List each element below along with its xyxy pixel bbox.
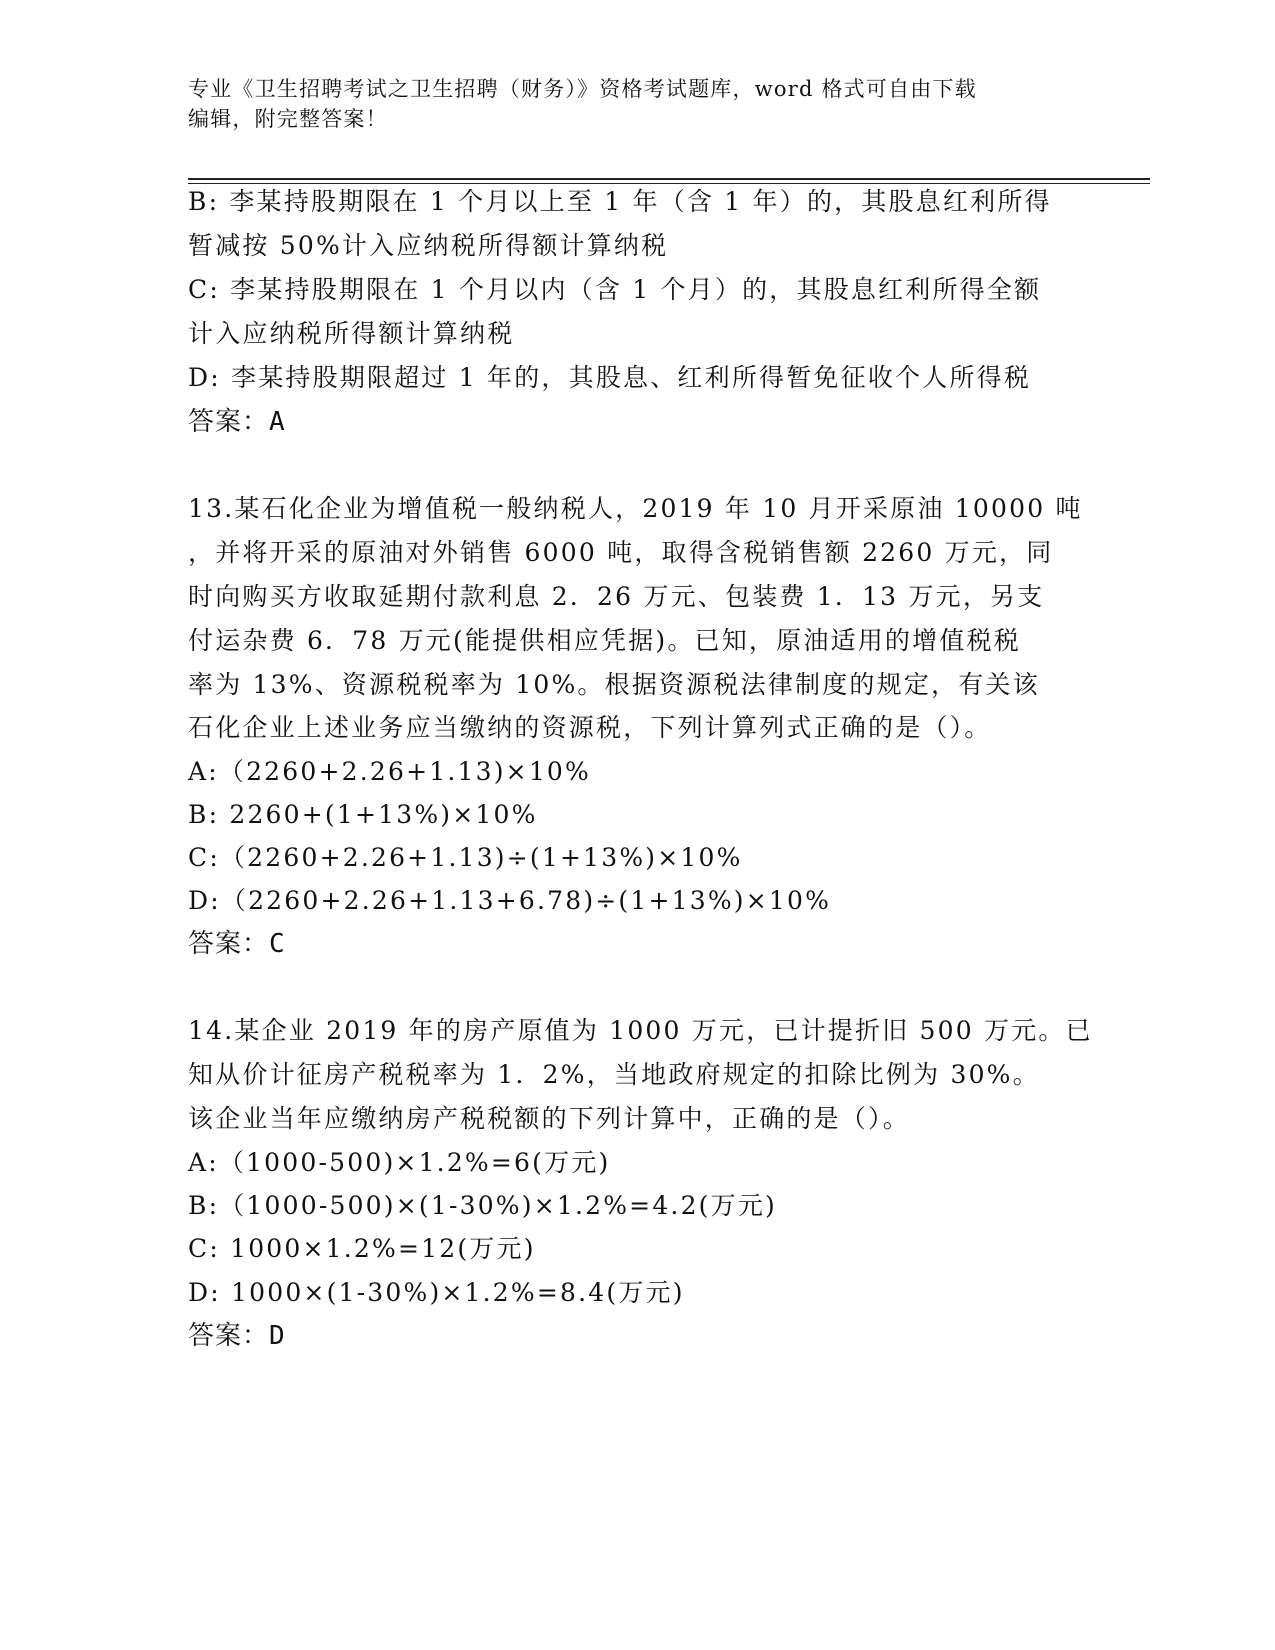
q13-answer: 答案：C (188, 929, 286, 959)
q12-option-c-line-2: 计入应纳税所得额计算纳税 (188, 319, 515, 348)
q13-option-b: B: 2260+(1+13%)×10% (188, 800, 538, 829)
q13-option-a: A:（2260+2.26+1.13)×10% (188, 757, 591, 786)
q12-option-b-line-2: 暂减按 50%计入应纳税所得额计算纳税 (188, 231, 669, 260)
q13-stem-line-3: 时向购买方收取延期付款利息 2．26 万元、包装费 1．13 万元，另支 (188, 582, 1045, 611)
q14-stem-line-3: 该企业当年应缴纳房产税税额的下列计算中，正确的是（）。 (188, 1104, 910, 1133)
q13-stem-line-1: 13.某石化企业为增值税一般纳税人，2019 年 10 月开采原油 10000 吨 (188, 494, 1083, 523)
q12-option-d: D: 李某持股期限超过 1 年的，其股息、红利所得暂免征收个人所得税 (188, 363, 1032, 392)
q13-stem-line-4: 付运杂费 6．78 万元(能提供相应凭据)。已知，原油适用的增值税税 (188, 626, 1021, 655)
q13-option-c: C:（2260+2.26+1.13)÷(1+13%)×10% (188, 843, 743, 872)
q14-option-b: B:（1000-500)×(1-30%)×1.2%=4.2(万元) (188, 1191, 777, 1220)
q12-answer: 答案：A (188, 407, 286, 437)
q14-answer: 答案：D (188, 1321, 286, 1351)
header-divider-thick (188, 178, 1150, 180)
document-header (188, 74, 1068, 134)
q14-option-a: A:（1000-500)×1.2%=6(万元) (188, 1148, 611, 1177)
header-divider-thin (188, 183, 1150, 184)
q12-option-c-line-1: C: 李某持股期限在 1 个月以内（含 1 个月）的，其股息红利所得全额 (188, 275, 1042, 304)
q14-option-d: D: 1000×(1-30%)×1.2%=8.4(万元) (188, 1278, 685, 1307)
q14-stem-line-2: 知从价计征房产税税率为 1．2%，当地政府规定的扣除比例为 30%。 (188, 1060, 1040, 1089)
q14-option-c: C: 1000×1.2%=12(万元) (188, 1234, 536, 1263)
header-line-2: 编辑，附完整答案！ (188, 107, 388, 131)
header-line-1: 专业《卫生招聘考试之卫生招聘（财务）》资格考试题库，word 格式可自由下载 (188, 77, 977, 101)
q13-stem-line-6: 石化企业上述业务应当缴纳的资源税，下列计算列式正确的是（）。 (188, 713, 992, 742)
q14-stem-line-1: 14.某企业 2019 年的房产原值为 1000 万元，已计提折旧 500 万元。已 (188, 1016, 1093, 1045)
q13-stem-line-5: 率为 13%、资源税税率为 10%。根据资源税法律制度的规定，有关该 (188, 670, 1040, 699)
q12-option-b-line-1: B: 李某持股期限在 1 个月以上至 1 年（含 1 年）的，其股息红利所得 (188, 187, 1052, 216)
q13-option-d: D:（2260+2.26+1.13+6.78)÷(1+13%)×10% (188, 886, 832, 915)
q13-stem-line-2: ，并将开采的原油对外销售 6000 吨，取得含税销售额 2260 万元，同 (188, 538, 1054, 567)
